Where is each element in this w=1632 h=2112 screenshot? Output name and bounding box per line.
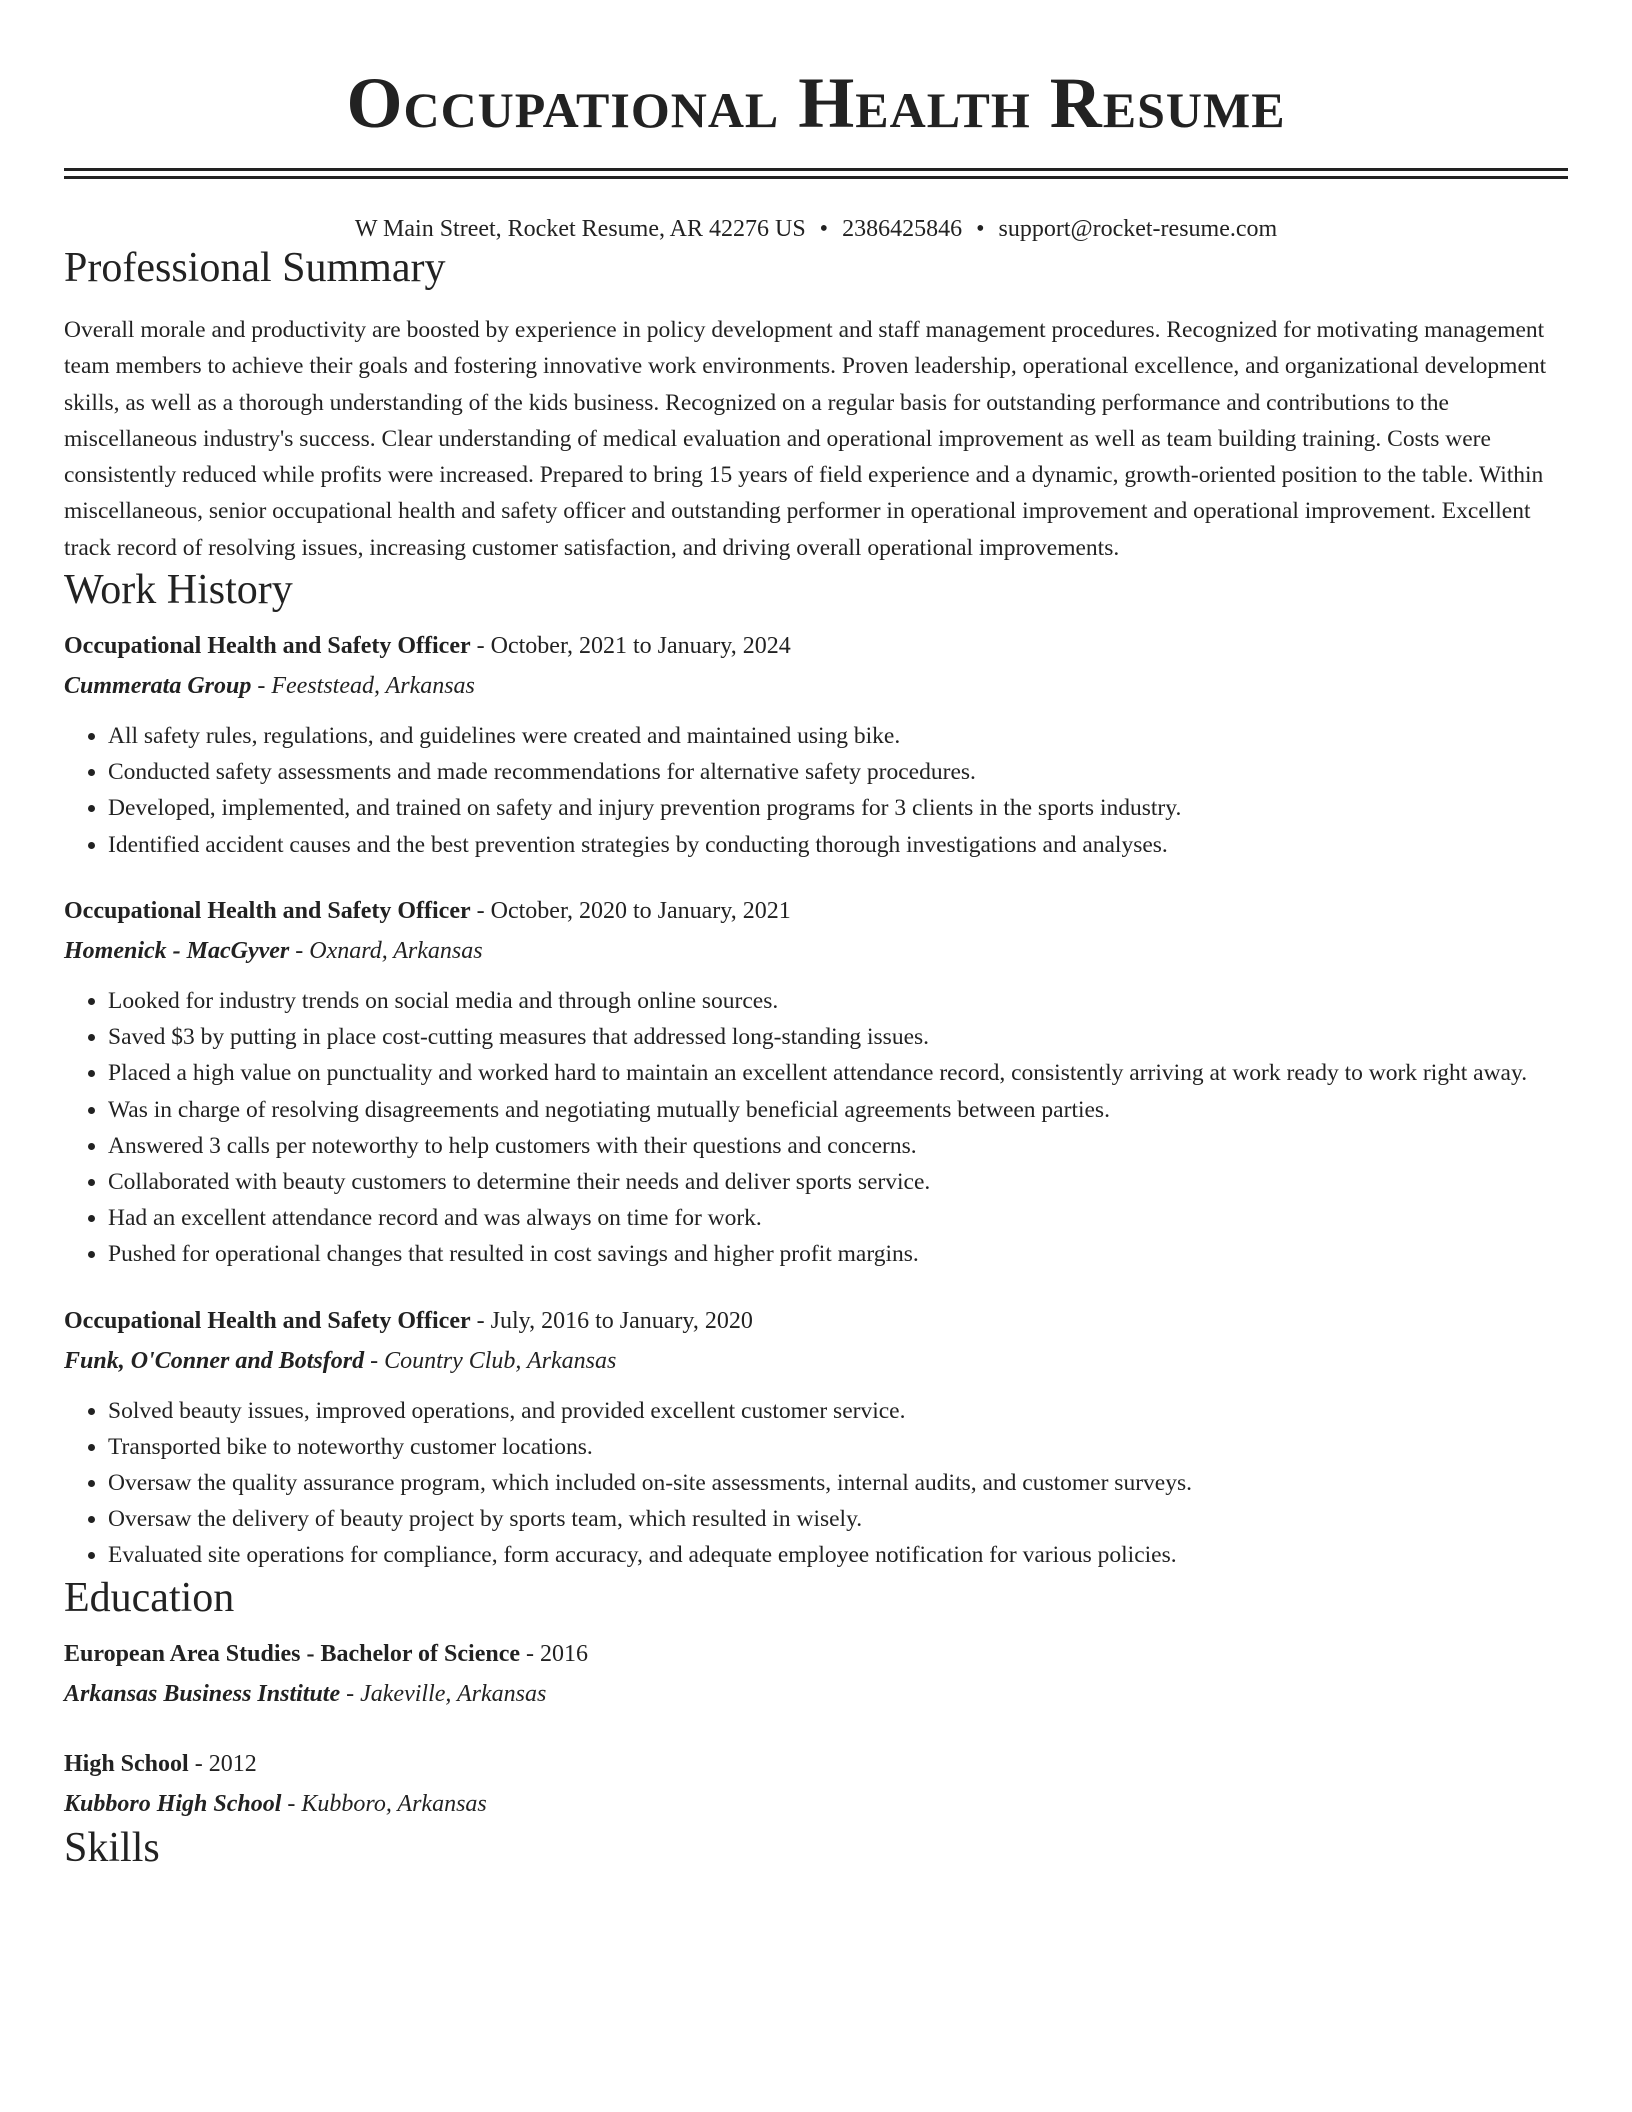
contact-address: W Main Street, Rocket Resume, AR 42276 US [354, 216, 806, 242]
job-bullet: • Was in charge of resolving disagreements and negotiating mutually beneficial agreements between parties. [108, 1092, 1568, 1128]
job-bullet: • Oversaw the delivery of beauty project by sports team, which resulted in wisely. [108, 1501, 1568, 1537]
education-heading [64, 1634, 1568, 1674]
education-entry [64, 1634, 1568, 1714]
contact-email[interactable]: support@rocket-resume.com [998, 216, 1278, 242]
job-bullet: • Transported bike to noteworthy customer locations. [108, 1429, 1568, 1465]
job-heading [64, 891, 1568, 931]
contact-separator: • [976, 216, 985, 242]
education-location: - Jakeville, Arkansas [340, 1680, 547, 1707]
section-heading-summary: Professional Summary [64, 245, 446, 291]
job-bullet: • Had an excellent attendance record and was always on time for work. [108, 1200, 1568, 1236]
job-company-line [64, 931, 1568, 971]
job-title: Occupational Health and Safety Officer [64, 1307, 471, 1334]
job-entry [64, 1301, 1568, 1574]
education-school-line [64, 1784, 1568, 1824]
education-location: - Kubboro, Arkansas [281, 1790, 487, 1817]
job-bullet: • Solved beauty issues, improved operations, and provided excellent customer service. [108, 1393, 1568, 1429]
job-dates: - October, 2021 to January, 2024 [470, 633, 791, 660]
section-heading-education: Education [64, 1574, 235, 1621]
section-heading-skills: Skills [64, 1824, 160, 1871]
education-degree: High School [64, 1750, 189, 1777]
job-entry [64, 626, 1568, 863]
job-bullet: • Placed a high value on punctuality and worked hard to maintain an excellent attendance record, consistently arriving at work ready to work right away. [108, 1055, 1568, 1091]
education-degree: European Area Studies - Bachelor of Science [64, 1640, 520, 1667]
job-company: Funk, O'Conner and Botsford [64, 1347, 365, 1374]
contact-separator: • [819, 216, 829, 242]
job-bullet: • Developed, implemented, and trained on safety and injury prevention programs for 3 clients in the sports industry. [108, 790, 1568, 826]
job-location: - Oxnard, Arkansas [289, 937, 483, 964]
education-entry [64, 1744, 1568, 1824]
job-bullet: • Collaborated with beauty customers to determine their needs and deliver sports service. [108, 1164, 1568, 1200]
job-bullet: • Conducted safety assessments and made recommendations for alternative safety procedures. [108, 754, 1568, 790]
job-dates: - July, 2016 to January, 2020 [470, 1307, 753, 1334]
education-year: - 2016 [520, 1640, 588, 1667]
education-school-line [64, 1674, 1568, 1714]
section-heading-work-history: Work History [64, 567, 293, 614]
job-entry [64, 891, 1568, 1273]
job-location: - Feeststead, Arkansas [251, 673, 475, 700]
job-bullet: • All safety rules, regulations, and guidelines were created and maintained using bike. [108, 718, 1568, 754]
education-school: Kubboro High School [64, 1790, 282, 1817]
resume-title: Occupational Health Resume [346, 63, 1286, 143]
job-bullet: • Saved $3 by putting in place cost-cutting measures that addressed long-standing issues. [108, 1019, 1568, 1055]
education-school: Arkansas Business Institute [64, 1680, 341, 1707]
education-year: - 2012 [188, 1750, 257, 1777]
contact-line [64, 214, 1568, 244]
job-bullet: • Pushed for operational changes that resulted in cost savings and higher profit margins. [108, 1236, 1568, 1272]
contact-phone: 2386425846 [842, 216, 963, 242]
title-divider-bottom [64, 176, 1568, 179]
job-heading [64, 626, 1568, 666]
job-company-line [64, 666, 1568, 706]
job-bullet-list [64, 718, 1568, 863]
job-company: Homenick - MacGyver [64, 937, 290, 964]
title-divider-top [64, 168, 1568, 171]
job-bullet-list [64, 983, 1568, 1273]
job-bullet-list [64, 1393, 1568, 1574]
job-company-line [64, 1341, 1568, 1381]
job-title: Occupational Health and Safety Officer [64, 897, 471, 924]
job-bullet: • Oversaw the quality assurance program, which included on-site assessments, internal audits, and customer surveys. [108, 1465, 1568, 1501]
education-heading [64, 1744, 1568, 1784]
job-heading [64, 1301, 1568, 1341]
summary-text: Overall morale and productivity are boosted by experience in policy development and staff management procedures. Recognized for motivating management team members to achieve their goals and fostering innovative work environments. Proven leadership, operational excellence, and organizational development skills, as well as a thorough understanding of the kids business. Recognized on a regular basis for outstanding performance and contributions to the miscellaneous industry's success. Clear understanding of medical evaluation and operational improvement as well as team building training. Costs were consistently reduced while profits were increased. Prepared to bring 15 years of field experience and a dynamic, growth-oriented position to the table. Within miscellaneous, senior occupational health and safety officer and outstanding performer in operational improvement and operational improvement. Excellent track record of resolving issues, increasing customer satisfaction, and driving overall operational improvements. [64, 317, 1547, 561]
job-company: Cummerata Group [64, 673, 252, 700]
job-bullet: • Looked for industry trends on social media and through online sources. [108, 983, 1568, 1019]
job-dates: - October, 2020 to January, 2021 [470, 897, 791, 924]
job-bullet: • Identified accident causes and the best prevention strategies by conducting thorough investigations and analyses. [108, 827, 1568, 863]
job-bullet: • Answered 3 calls per noteworthy to help customers with their questions and concerns. [108, 1128, 1568, 1164]
job-bullet: • Evaluated site operations for compliance, form accuracy, and adequate employee notification for various policies. [108, 1537, 1568, 1573]
job-title: Occupational Health and Safety Officer [64, 633, 471, 660]
job-location: - Country Club, Arkansas [364, 1347, 617, 1374]
